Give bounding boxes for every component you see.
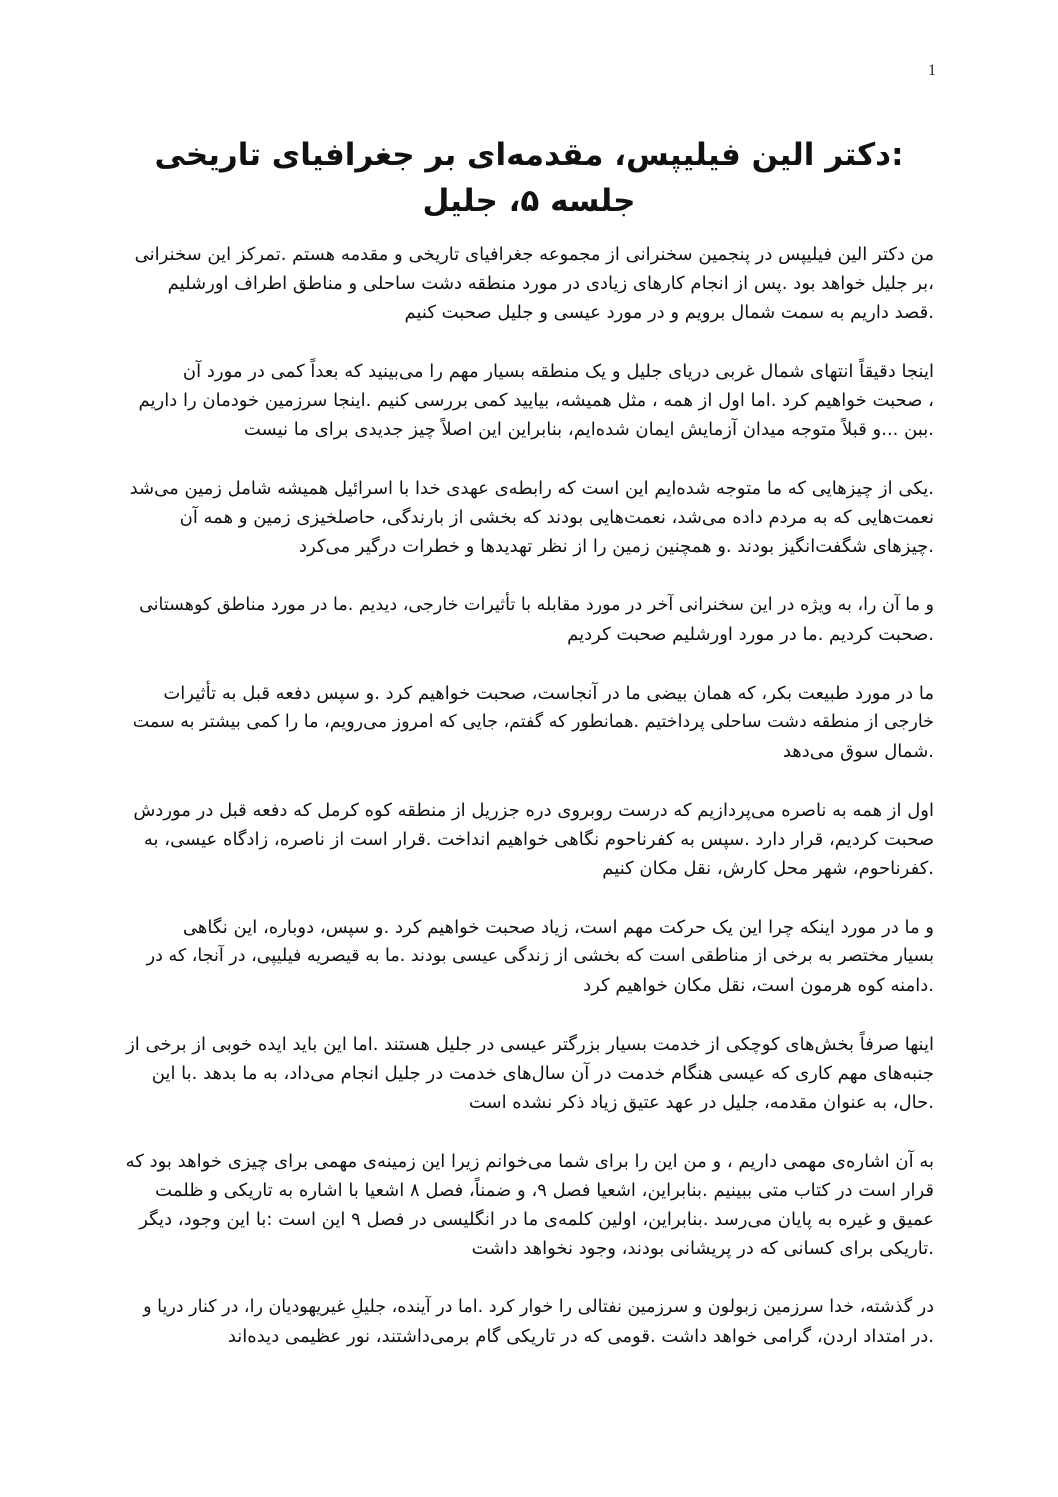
paragraph-line: .چیزهای شگفت‌انگیز بودند .و همچنین زمین را از نظر تهدیدها و خطرات درگیر می‌کرد — [298, 536, 934, 557]
paragraph-line: من دکتر الین فیلیپس در پنجمین سخنرانی از مجموعه جغرافیای تاریخی و مقدمه هستم .تمرکز این سخنرانی — [134, 244, 934, 265]
paragraph-line: عمیق و غیره به پایان می‌رسد .بنابراین، اولین کلمه‌ی ما در انگلیسی در فصل ۹ این است :با این وجود، دیگر — [139, 1209, 934, 1230]
paragraph-line: و ما در مورد اینکه چرا این یک حرکت مهم است، زیاد صحبت خواهیم کرد .و سپس، دوباره، این نگاهی — [182, 917, 934, 938]
paragraph-line: قرار است در کتاب متی ببینیم .بنابراین، اشعیا فصل ۹، و ضمناً، فصل ۸ اشعیا با اشاره به تاریکی و ظلمت — [155, 1180, 934, 1201]
paragraph-line: اینجا دقیقاً انتهای شمال غربی دریای جلیل و یک منطقه بسیار مهم را می‌بینید که بعداً کمی در مورد آن — [182, 361, 934, 382]
paragraph-line: نعمت‌هایی که به مردم داده می‌شد، نعمت‌هایی بودند که بخشی از بارندگی، حاصلخیزی زمین و همه آن — [179, 507, 934, 528]
paragraph-line: اینها صرفاً بخش‌های کوچکی از خدمت بسیار بزرگتر عیسی در جلیل هستند .اما این باید ایده خوبی از برخی از — [126, 1034, 934, 1055]
paragraph-line: به آن اشاره‌ی مهمی داریم ، و من این را برای شما می‌خوانم زیرا این زمینه‌ی مهمی برای چیزی خواهد بود که — [125, 1151, 934, 1172]
title-line: :دکتر الین فیلیپس، مقدمه‌ای بر جغرافیای تاریخی — [154, 137, 904, 173]
paragraph — [126, 1030, 934, 1117]
paragraph-line: .شمال سوق می‌دهد — [782, 741, 934, 762]
paragraph-line: .تاریکی برای کسانی که در پریشانی بودند، وجود نخواهد داشت — [471, 1238, 934, 1259]
paragraph-line: و ما آن را، به ویژه در این سخنرانی آخر در مورد مقابله با تأثیرات خارجی، دیدیم .ما در مورد مناطق کوهستانی — [139, 595, 934, 615]
paragraph-line: .حال، به عنوان مقدمه، جلیل در عهد عتیق زیاد ذکر نشده است — [468, 1092, 934, 1113]
paragraph-line: .ببن ...و قبلاً متوجه میدان آزمایش ایمان شده‌ایم، بنابراین این اصلاً چیز جدیدی برای ما نیست — [243, 419, 934, 440]
paragraph-line: .کفرناحوم، شهر محل کارش، نقل مکان کنیم — [602, 858, 934, 879]
paragraph-line: خارجی از منطقه دشت ساحلی پرداختیم .همانطور که گفتم، جایی که امروز می‌رویم، ما را کمی بیشتر به سمت — [132, 712, 934, 732]
paragraph — [126, 913, 934, 1000]
subtitle-line: جلسه ۵، جلیل — [422, 183, 636, 219]
paragraph-line: ما در مورد طبیعت بکر، که همان بیضی ما در آنجاست، صحبت خواهیم کرد .و سپس دفعه قبل به تأثیرات — [163, 683, 934, 704]
paragraph-line: اول از همه به ناصره می‌پردازیم که درست روبروی دره جزریل از منطقه کوه کرمل که دفعه قبل در موردش — [133, 800, 934, 821]
paragraph-line: ،بر جلیل خواهد بود .پس از انجام کارهای زیادی در مورد منطقه دشت ساحلی و مناطق اطراف اورشلیم — [167, 273, 934, 294]
paragraph-line: بسیار مختصر به برخی از مناطقی است که بخشی از زندگی عیسی بودند .ما به قیصریه فیلیپی، در آنجا، که در — [146, 946, 934, 966]
paragraph — [126, 1293, 934, 1351]
paragraph-line: .قصد داریم به سمت شمال برویم و در مورد عیسی و جلیل صحبت کنیم — [404, 302, 934, 323]
paragraph — [126, 474, 934, 561]
page-number: 1 — [928, 62, 936, 79]
paragraph-line: جنبه‌های مهم کاری که عیسی هنگام خدمت در آن سال‌های خدمت در جلیل انجام می‌داد، به ما بدهد .با این — [151, 1063, 934, 1084]
paragraph-line: .صحبت کردیم .ما در مورد اورشلیم صحبت کردیم — [567, 624, 934, 645]
paragraph-line: .دامنه کوه هرمون است، نقل مکان خواهیم کرد — [583, 975, 934, 996]
paragraph-line: در گذشته، خدا سرزمین زبولون و سرزمین نفتالی را خوار کرد .اما در آینده، جلیلِ غیریهودیان را، در کنار دریا و — [143, 1297, 934, 1317]
paragraph-line: صحبت کردیم، قرار دارد .سپس به کفرناحوم نگاهی خواهیم انداخت .قرار است از ناصره، زادگاه عیسی، به — [143, 829, 934, 850]
paragraph-line: .یکی از چیزهایی که ما متوجه شده‌ایم این است که رابطه‌ی عهدی خدا با اسرائیل همیشه شامل زمین می‌شد — [129, 478, 934, 499]
paragraph — [126, 240, 934, 327]
paragraph — [126, 1147, 934, 1263]
paragraph — [126, 357, 934, 444]
paragraph-line: ، صحبت خواهیم کرد .اما اول از همه ، مثل همیشه، بیایید کمی بررسی کنیم .اینجا سرزمین خودمان را داریم — [138, 390, 934, 411]
paragraph — [126, 591, 934, 649]
document-title — [100, 132, 958, 224]
paragraph — [126, 796, 934, 883]
paragraph — [126, 679, 934, 766]
paragraph-line: .در امتداد اردن، گرامی خواهد داشت .قومی که در تاریکی گام برمی‌داشتند، نور عظیمی دیده‌اند — [227, 1326, 934, 1347]
body-text — [126, 240, 934, 1381]
